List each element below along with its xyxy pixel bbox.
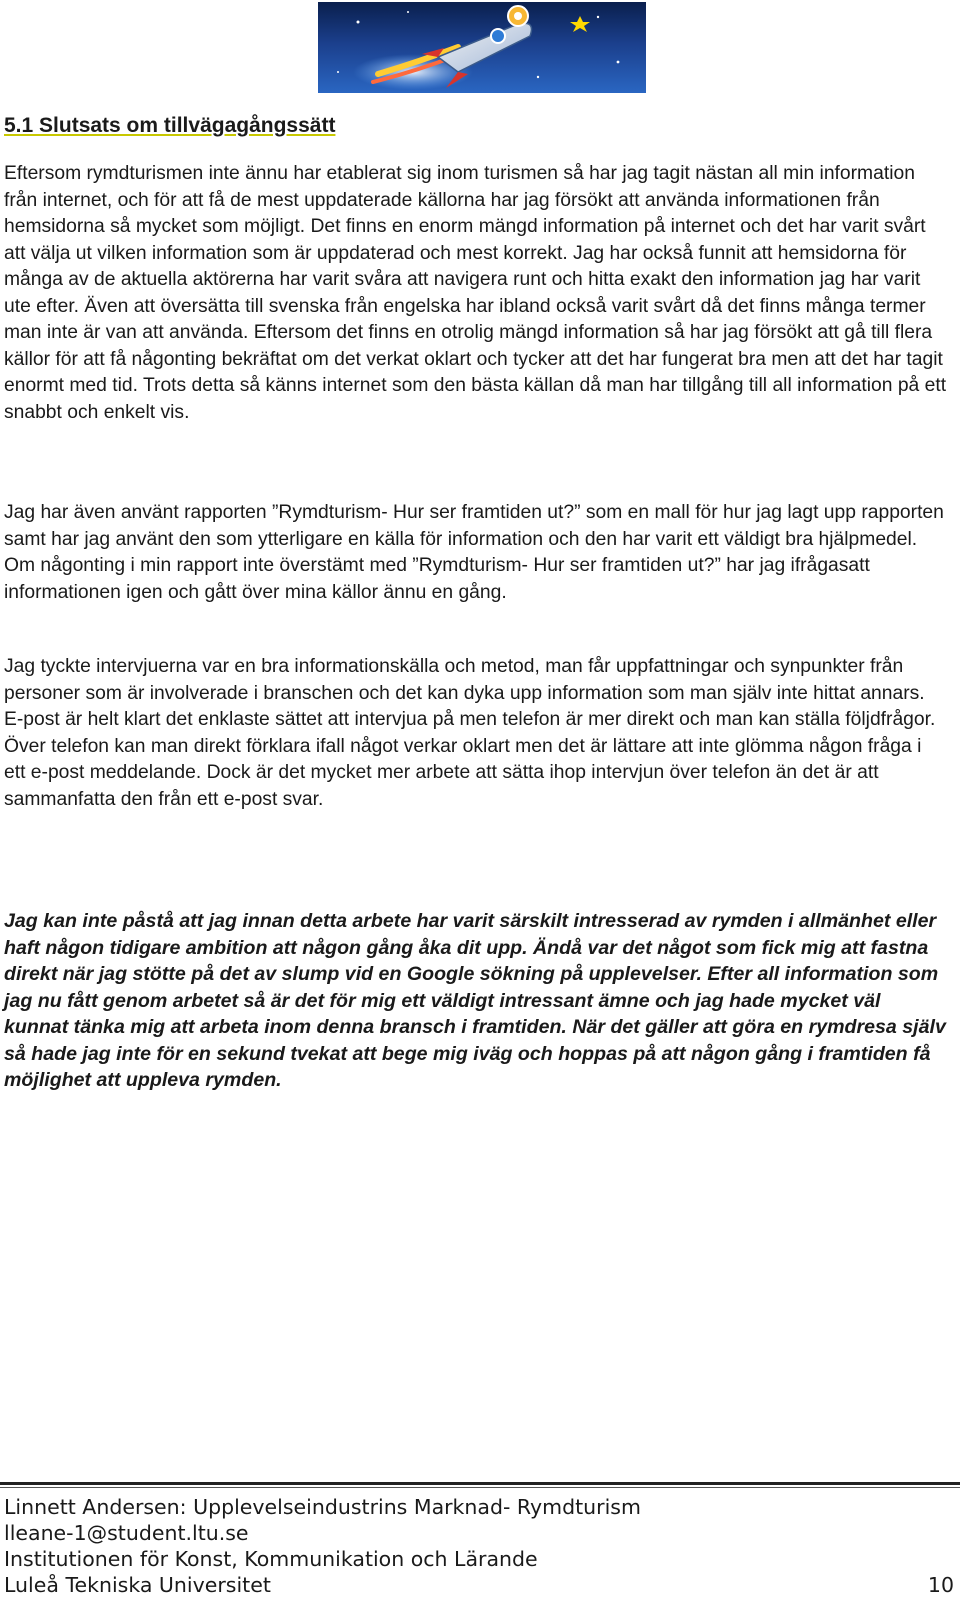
paragraph-method-sources: Eftersom rymdturismen inte ännu har etablerat sig inom turismen så har jag tagit nästan all min information från internet, och för att få de mest uppdaterade källorna har jag försökt att använda informationen från hemsidorna så mycket som möjligt. Det finns en enorm mängd information på internet och det har varit svårt att välja ut vilken information som är uppdaterad och mest korrekt. Jag har också funnit att hemsidorna för många av de aktuella aktörerna har varit svåra att navigera runt och hitta exakt den information jag har varit ute efter. Även att översätta till svenska från engelska har ibland också varit svårt då det finns många termer man inte är van att använda. Eftersom det finns en otrolig mängd information så har jag försökt att gå till flera källor för att få någonting bekräftat om det verkat oklart och tycker att det har fungerat bra men att det har tagit enormt med tid. Trots detta så känns internet som den bästa källan då man har tillgång till all information på ett snabbt och enkelt vis. [4, 163, 947, 423]
footer-divider [0, 1482, 960, 1485]
rocket-illustration [318, 2, 646, 93]
closing-reflection: Jag kan inte påstå att jag innan detta arbete har varit särskilt intresserad av rymden i allmänhet eller haft någon tidigare ambition att någon gång åka dit upp. Ändå var det något som fick mig att fastna direkt när jag stötte på det av slump vid en Google sökning på upplevelser. Efter all information som jag nu fått genom arbetet så är det för mig ett väldigt intressant ämne och jag hade mycket väl kunnat tänka mig att arbeta inom denna bransch i framtiden. När det gäller att göra en rymdresa själv så hade jag inte för en sekund tvekat att bege mig iväg och hoppas på att någon gång i framtiden få möjlighet att uppleva rymden. [4, 910, 946, 1091]
footer-institution: Institutionen för Konst, Kommunikation och Lärande [4, 1547, 538, 1571]
paragraph-report-template: Jag har även använt rapporten ”Rymdturism- Hur ser framtiden ut?” som en mall för hur jag lagt upp rapporten samt har jag använt den som ytterligare en källa för information och den har varit ett väldigt bra hjälpmedel. Om någonting i min rapport inte överstämt med ”Rymdturism- Hur ser framtiden ut?” har jag ifrågasatt informationen igen och gått över mina källor ännu en gång. [4, 502, 944, 603]
page-number: 10 [927, 1573, 954, 1597]
rocket-illustration-graphic [318, 2, 646, 93]
footer-university: Luleå Tekniska Universitet [4, 1573, 271, 1597]
section-heading: 5.1 Slutsats om tillvägagångssätt [4, 114, 336, 137]
footer-author-title: Linnett Andersen: Upplevelseindustrins Marknad- Rymdturism [4, 1495, 641, 1519]
paragraph-interviews: Jag tyckte intervjuerna var en bra informationskälla och metod, man får uppfattningar och synpunkter från personer som är involverade i branschen och det kan dyka upp information som man själv inte hittat annars. E-post är helt klart det enklaste sättet att intervjua på men telefon är mer direkt och man kan ställa följdfrågor. Över telefon kan man direkt förklara ifall något verkar oklart men det är lättare att inte glömma någon fråga i ett e-post meddelande. Dock är det mycket mer arbete att sätta ihop intervjun över telefon än det är att sammanfatta den från ett e-post svar. [4, 656, 936, 810]
footer-divider-thin [0, 1487, 960, 1488]
footer-email: lleane-1@student.ltu.se [4, 1521, 249, 1545]
